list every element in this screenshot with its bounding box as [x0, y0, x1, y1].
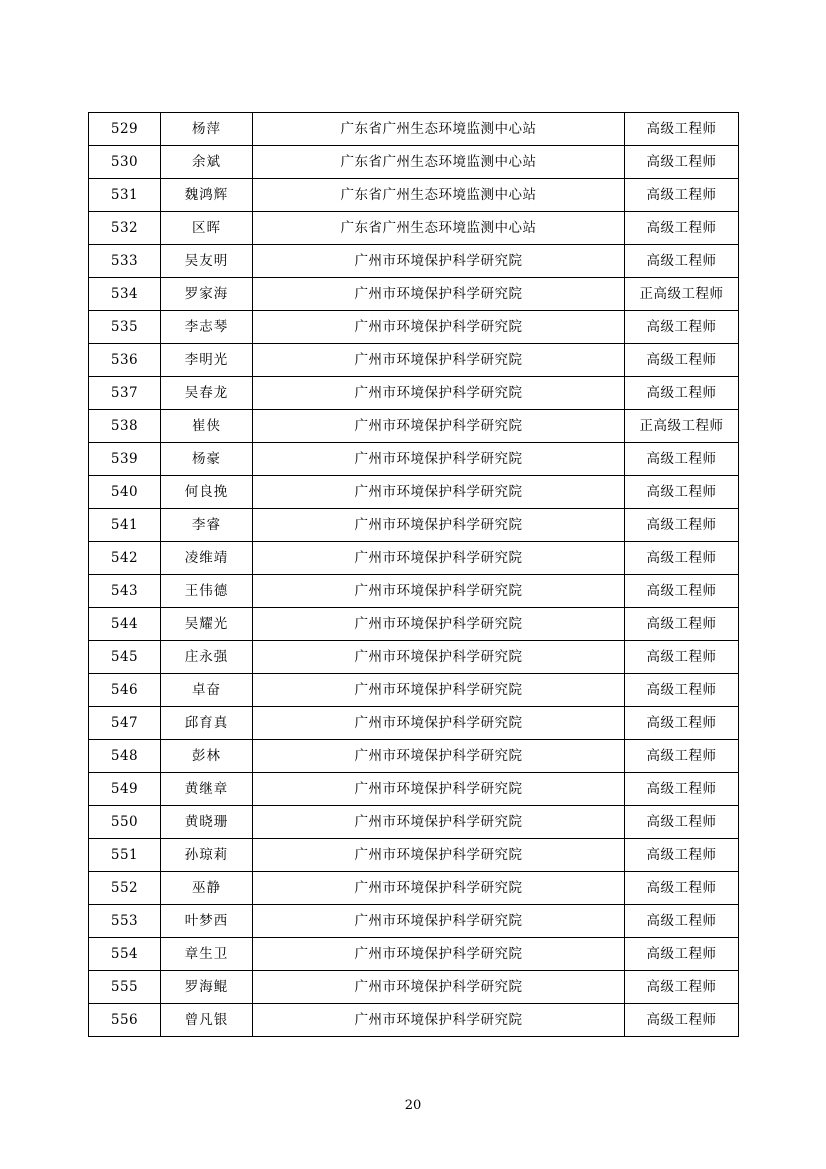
row-organization: 广州市环境保护科学研究院: [253, 773, 625, 806]
row-professional-title: 高级工程师: [625, 971, 739, 1004]
row-person-name: 卓奋: [161, 674, 253, 707]
table-row: [89, 344, 739, 377]
row-organization: 广州市环境保护科学研究院: [253, 245, 625, 278]
row-organization: 广州市环境保护科学研究院: [253, 542, 625, 575]
row-number: 533: [89, 245, 161, 278]
row-person-name: 崔侠: [161, 410, 253, 443]
row-number: 543: [89, 575, 161, 608]
row-organization: 广州市环境保护科学研究院: [253, 740, 625, 773]
row-person-name: 杨萍: [161, 113, 253, 146]
row-number: 535: [89, 311, 161, 344]
row-professional-title: 高级工程师: [625, 377, 739, 410]
table-row: [89, 740, 739, 773]
table-row: [89, 575, 739, 608]
row-organization: 广州市环境保护科学研究院: [253, 443, 625, 476]
row-organization: 广州市环境保护科学研究院: [253, 806, 625, 839]
row-professional-title: 高级工程师: [625, 212, 739, 245]
row-organization: 广东省广州生态环境监测中心站: [253, 212, 625, 245]
row-person-name: 魏鸿辉: [161, 179, 253, 212]
roster-table-body: [89, 113, 739, 1037]
row-organization: 广州市环境保护科学研究院: [253, 377, 625, 410]
row-organization: 广州市环境保护科学研究院: [253, 938, 625, 971]
row-organization: 广东省广州生态环境监测中心站: [253, 179, 625, 212]
row-person-name: 叶梦西: [161, 905, 253, 938]
row-person-name: 章生卫: [161, 938, 253, 971]
table-row: [89, 245, 739, 278]
row-organization: 广州市环境保护科学研究院: [253, 641, 625, 674]
table-row: [89, 1004, 739, 1037]
table-row: [89, 905, 739, 938]
row-number: 556: [89, 1004, 161, 1037]
table-row: [89, 806, 739, 839]
row-number: 554: [89, 938, 161, 971]
row-person-name: 何良挽: [161, 476, 253, 509]
row-person-name: 邱育真: [161, 707, 253, 740]
row-professional-title: 高级工程师: [625, 509, 739, 542]
row-person-name: 王伟德: [161, 575, 253, 608]
row-person-name: 区晖: [161, 212, 253, 245]
row-organization: 广州市环境保护科学研究院: [253, 509, 625, 542]
row-professional-title: 高级工程师: [625, 674, 739, 707]
row-organization: 广州市环境保护科学研究院: [253, 410, 625, 443]
row-number: 537: [89, 377, 161, 410]
row-professional-title: 高级工程师: [625, 344, 739, 377]
row-professional-title: 高级工程师: [625, 773, 739, 806]
row-person-name: 李志琴: [161, 311, 253, 344]
row-organization: 广州市环境保护科学研究院: [253, 905, 625, 938]
table-row: [89, 839, 739, 872]
table-row: [89, 509, 739, 542]
row-professional-title: 高级工程师: [625, 839, 739, 872]
row-organization: 广州市环境保护科学研究院: [253, 575, 625, 608]
row-organization: 广州市环境保护科学研究院: [253, 971, 625, 1004]
row-organization: 广州市环境保护科学研究院: [253, 872, 625, 905]
row-number: 539: [89, 443, 161, 476]
table-row: [89, 641, 739, 674]
table-row: [89, 146, 739, 179]
row-number: 530: [89, 146, 161, 179]
row-professional-title: 高级工程师: [625, 938, 739, 971]
table-row: [89, 278, 739, 311]
row-person-name: 黄继章: [161, 773, 253, 806]
table-row: [89, 938, 739, 971]
row-person-name: 巫静: [161, 872, 253, 905]
row-person-name: 罗海鲲: [161, 971, 253, 1004]
row-number: 536: [89, 344, 161, 377]
row-person-name: 李明光: [161, 344, 253, 377]
row-number: 550: [89, 806, 161, 839]
row-number: 545: [89, 641, 161, 674]
row-number: 546: [89, 674, 161, 707]
row-number: 542: [89, 542, 161, 575]
table-row: [89, 608, 739, 641]
row-organization: 广东省广州生态环境监测中心站: [253, 113, 625, 146]
row-professional-title: 高级工程师: [625, 641, 739, 674]
row-professional-title: 高级工程师: [625, 542, 739, 575]
row-professional-title: 高级工程师: [625, 245, 739, 278]
row-organization: 广州市环境保护科学研究院: [253, 608, 625, 641]
row-person-name: 孙琼莉: [161, 839, 253, 872]
table-row: [89, 311, 739, 344]
row-person-name: 李睿: [161, 509, 253, 542]
row-person-name: 庄永强: [161, 641, 253, 674]
row-person-name: 黄晓珊: [161, 806, 253, 839]
row-person-name: 余斌: [161, 146, 253, 179]
row-number: 555: [89, 971, 161, 1004]
row-number: 544: [89, 608, 161, 641]
table-row: [89, 971, 739, 1004]
row-organization: 广州市环境保护科学研究院: [253, 839, 625, 872]
row-organization: 广州市环境保护科学研究院: [253, 1004, 625, 1037]
row-organization: 广州市环境保护科学研究院: [253, 674, 625, 707]
row-number: 538: [89, 410, 161, 443]
row-professional-title: 高级工程师: [625, 608, 739, 641]
row-professional-title: 高级工程师: [625, 905, 739, 938]
row-number: 529: [89, 113, 161, 146]
table-row: [89, 443, 739, 476]
row-number: 541: [89, 509, 161, 542]
row-organization: 广州市环境保护科学研究院: [253, 311, 625, 344]
row-professional-title: 高级工程师: [625, 1004, 739, 1037]
table-row: [89, 707, 739, 740]
row-organization: 广州市环境保护科学研究院: [253, 278, 625, 311]
row-professional-title: 高级工程师: [625, 740, 739, 773]
row-person-name: 吴春龙: [161, 377, 253, 410]
row-organization: 广州市环境保护科学研究院: [253, 344, 625, 377]
table-row: [89, 773, 739, 806]
row-professional-title: 高级工程师: [625, 872, 739, 905]
row-professional-title: 高级工程师: [625, 476, 739, 509]
row-number: 534: [89, 278, 161, 311]
row-professional-title: 高级工程师: [625, 443, 739, 476]
row-professional-title: 高级工程师: [625, 311, 739, 344]
row-professional-title: 正高级工程师: [625, 278, 739, 311]
row-number: 531: [89, 179, 161, 212]
row-number: 547: [89, 707, 161, 740]
row-number: 540: [89, 476, 161, 509]
row-person-name: 曾凡银: [161, 1004, 253, 1037]
table-row: [89, 410, 739, 443]
row-person-name: 凌维靖: [161, 542, 253, 575]
table-row: [89, 476, 739, 509]
row-number: 551: [89, 839, 161, 872]
row-person-name: 吴友明: [161, 245, 253, 278]
page-number: 20: [404, 1098, 422, 1113]
row-number: 549: [89, 773, 161, 806]
row-professional-title: 高级工程师: [625, 146, 739, 179]
row-number: 548: [89, 740, 161, 773]
row-number: 553: [89, 905, 161, 938]
row-professional-title: 高级工程师: [625, 806, 739, 839]
row-person-name: 彭林: [161, 740, 253, 773]
table-row: [89, 212, 739, 245]
row-person-name: 吴耀光: [161, 608, 253, 641]
roster-table: [88, 112, 739, 1037]
row-professional-title: 高级工程师: [625, 575, 739, 608]
table-row: [89, 377, 739, 410]
row-person-name: 罗家海: [161, 278, 253, 311]
table-row: [89, 872, 739, 905]
row-organization: 广东省广州生态环境监测中心站: [253, 146, 625, 179]
table-row: [89, 113, 739, 146]
row-professional-title: 高级工程师: [625, 113, 739, 146]
row-number: 532: [89, 212, 161, 245]
row-organization: 广州市环境保护科学研究院: [253, 707, 625, 740]
row-professional-title: 高级工程师: [625, 179, 739, 212]
table-row: [89, 542, 739, 575]
table-row: [89, 179, 739, 212]
row-professional-title: 高级工程师: [625, 707, 739, 740]
table-row: [89, 674, 739, 707]
row-person-name: 杨豪: [161, 443, 253, 476]
row-number: 552: [89, 872, 161, 905]
row-organization: 广州市环境保护科学研究院: [253, 476, 625, 509]
row-professional-title: 正高级工程师: [625, 410, 739, 443]
